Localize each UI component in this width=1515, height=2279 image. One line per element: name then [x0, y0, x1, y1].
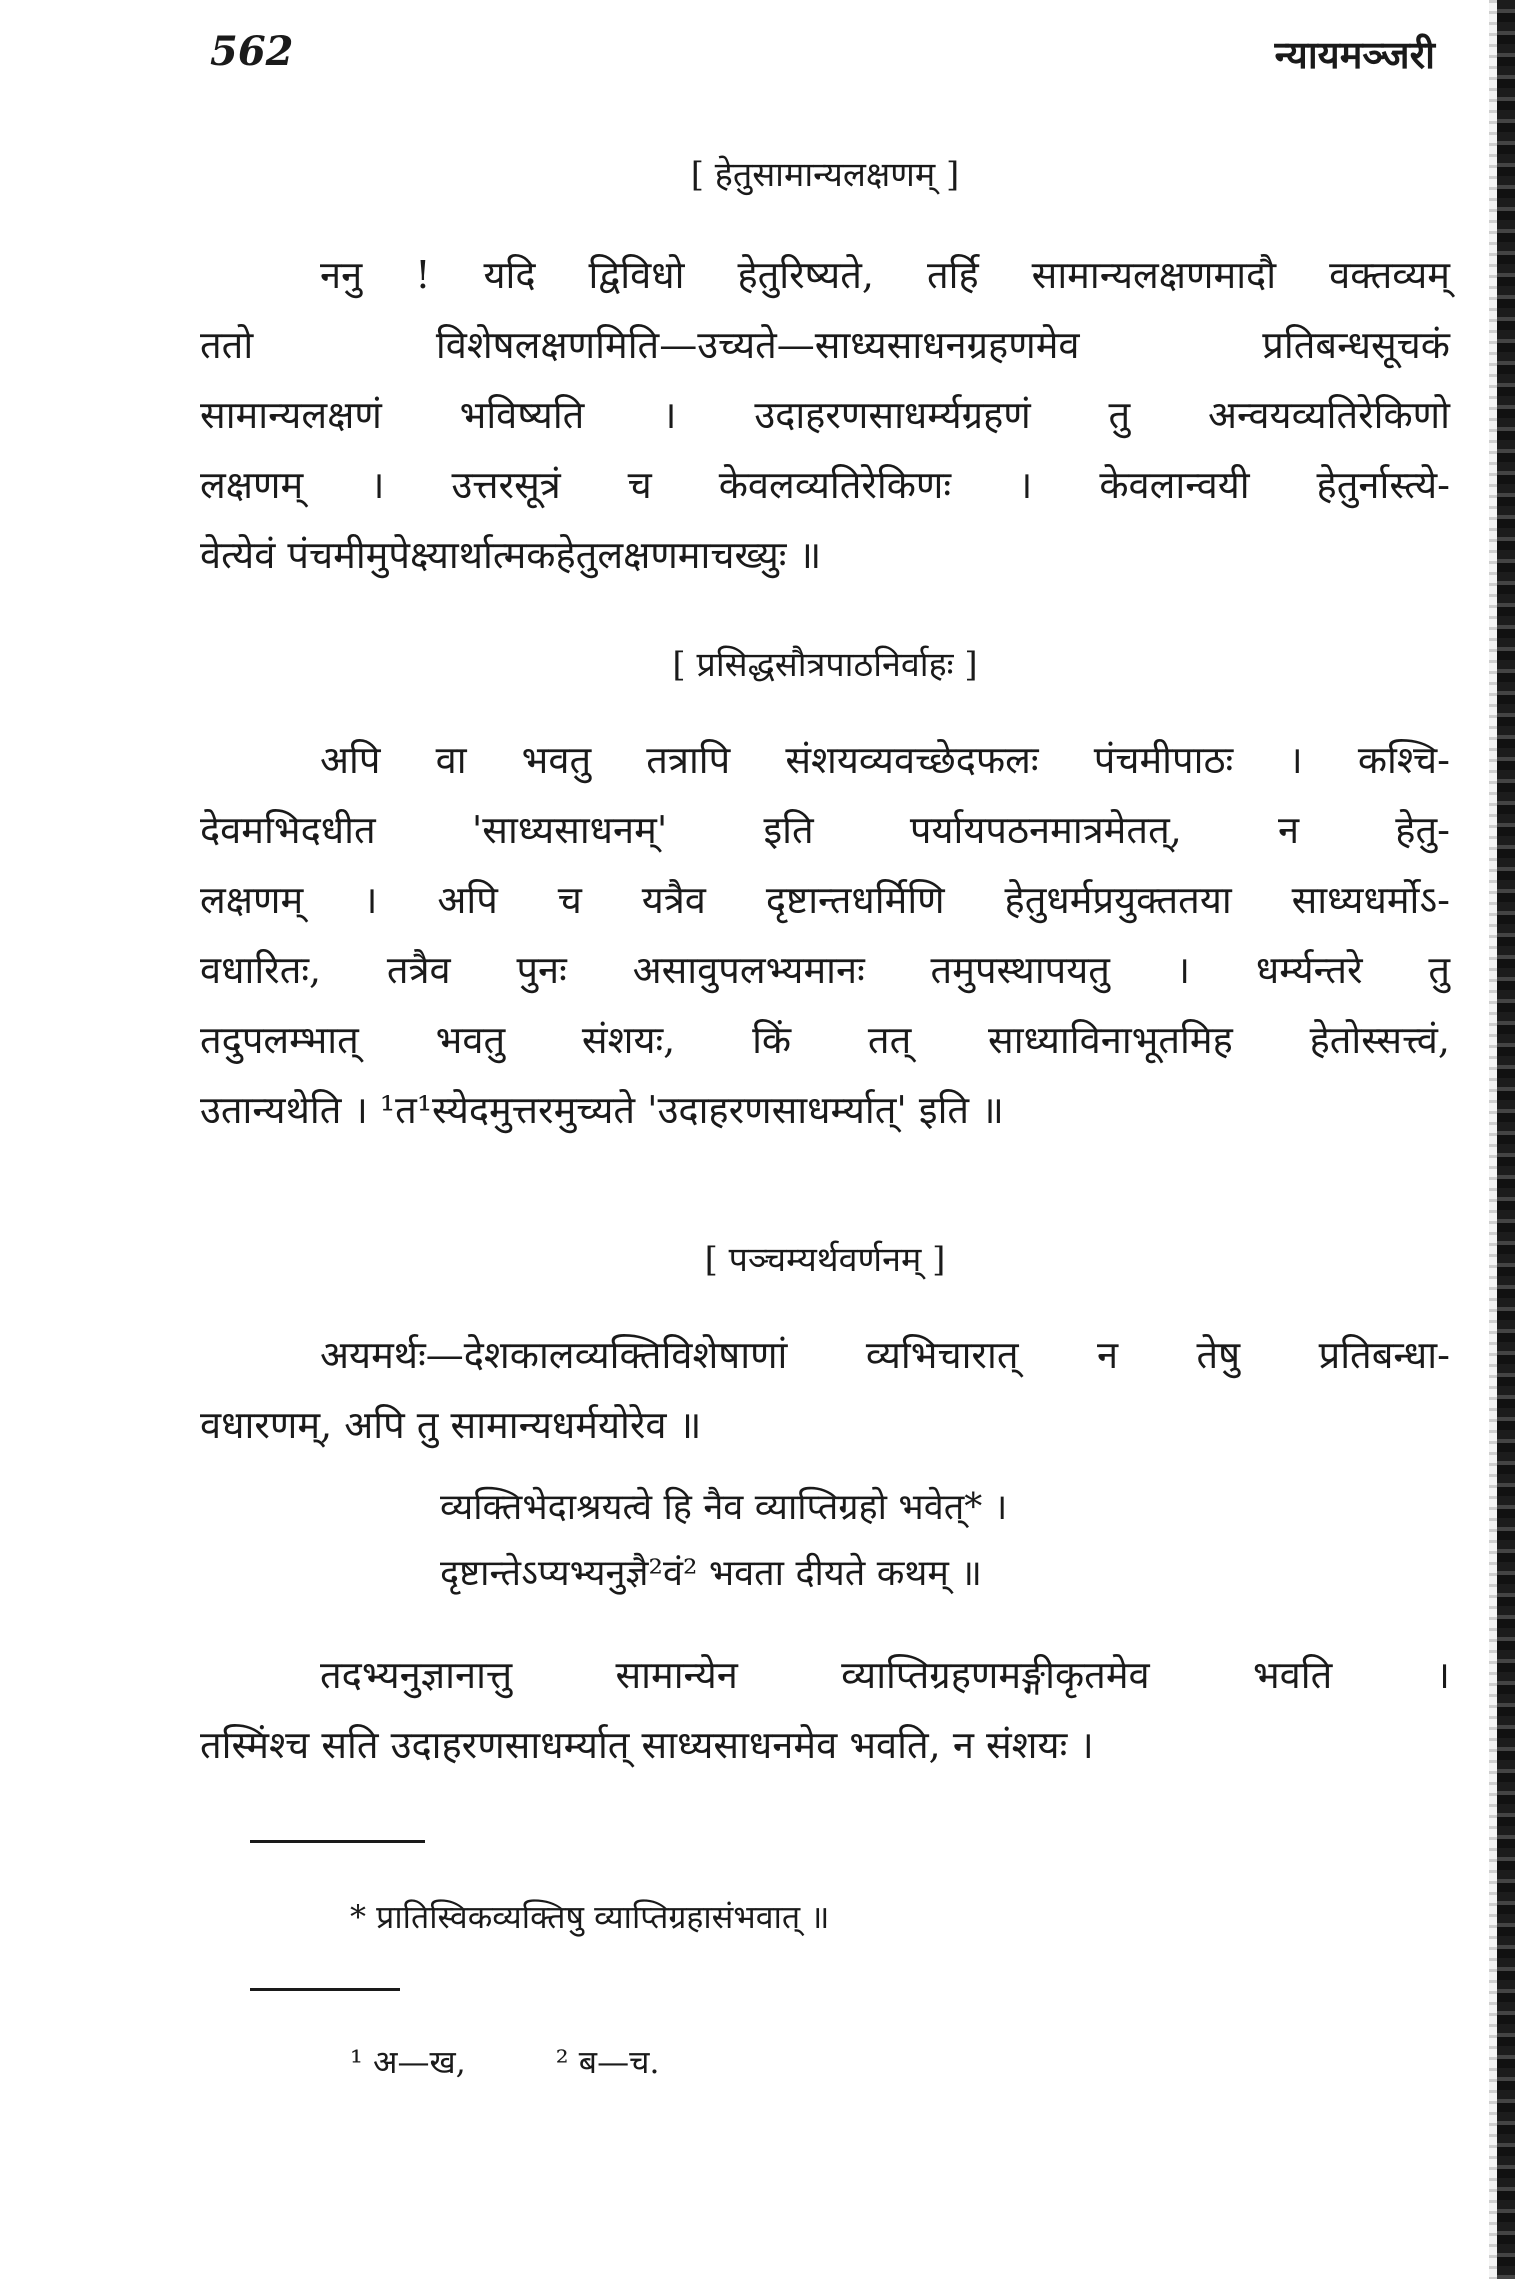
text-line: वेत्येवं पंचमीमुपेक्ष्यार्थात्मकहेतुलक्षणमाचख्युः ॥	[200, 533, 822, 577]
paragraph-2	[200, 725, 1450, 1145]
text-line: अपि वा भवतु तत्रापि संशयव्यवच्छेदफलः पंचमीपाठः । कश्चि-	[320, 738, 1450, 782]
text-line: वधारितः, तत्रैव पुनः असावुपलभ्यमानः तमुपस्थापयतु । धर्म्यन्तरे तु	[200, 948, 1450, 992]
text-line: ततो विशेषलक्षणमिति—उच्यते—साध्यसाधनग्रहणमेव प्रतिबन्धसूचकं	[200, 323, 1450, 367]
text-line: सामान्यलक्षणं भविष्यति । उदाहरणसाधर्म्यग्रहणं तु अन्वयव्यतिरेकिणो	[200, 393, 1450, 437]
text-line: लक्षणम् । अपि च यत्रैव दृष्टान्तधर्मिणि हेतुधर्मप्रयुक्ततया साध्यधर्मोऽ-	[200, 878, 1450, 922]
variant-readings	[350, 2040, 660, 2083]
section-heading-2: [ प्रसिद्धसौत्रपाठनिर्वाहः ]	[672, 645, 978, 685]
page-header	[210, 28, 1435, 98]
text-line: उतान्यथेति । ¹त¹स्येदमुत्तरमुच्यते 'उदाहरणसाधर्म्यात्' इति ॥	[200, 1088, 1004, 1132]
book-spine-edge	[1497, 0, 1515, 2279]
variant-rule	[250, 1988, 400, 1991]
text-line: तदभ्यनुज्ञानात्तु सामान्येन व्याप्तिग्रहणमङ्गीकृतमेव भवति ।	[320, 1653, 1450, 1697]
text-line: तस्मिंश्च सति उदाहरणसाधर्म्यात् साध्यसाधनमेव भवति, न संशयः ।	[200, 1723, 1094, 1767]
text-line: वधारणम्, अपि तु सामान्यधर्मयोरेव ॥	[200, 1403, 702, 1447]
text-line: ननु ! यदि द्विविधो हेतुरिष्यते, तर्हि सामान्यलक्षणमादौ वक्तव्यम्	[320, 253, 1450, 297]
text-line: अयमर्थः—देशकालव्यक्तिविशेषाणां व्यभिचारात् न तेषु प्रतिबन्धा-	[320, 1333, 1450, 1377]
verse-line: व्यक्तिभेदाश्रयत्वे हि नैव व्याप्तिग्रहो भवेत्* ।	[440, 1487, 1008, 1528]
paragraph-3	[200, 1320, 1450, 1460]
running-head: न्यायमञ्जरी	[1274, 32, 1435, 77]
section-heading-1: [ हेतुसामान्यलक्षणम् ]	[690, 155, 960, 195]
footnote-rule	[250, 1840, 425, 1843]
verse-line: दृष्टान्तेऽप्यभ्यनुज्ञै²वं² भवता दीयते कथम् ॥	[440, 1553, 982, 1594]
text-line: देवमभिदधीत 'साध्यसाधनम्' इति पर्यायपठनमात्रमेतत्, न हेतु-	[200, 808, 1450, 852]
paragraph-1	[200, 240, 1450, 590]
text-line: लक्षणम् । उत्तरसूत्रं च केवलव्यतिरेकिणः । केवलान्वयी हेतुर्नास्त्ये-	[200, 463, 1450, 507]
verse-block	[200, 1475, 1450, 1607]
page-edge-shadow	[1489, 0, 1497, 2279]
page-number: 562	[210, 28, 294, 75]
text-line: तदुपलम्भात् भवतु संशयः, किं तत् साध्याविनाभूतमिह हेतोस्सत्त्वं,	[200, 1018, 1450, 1062]
variant-reading: ² ब—च.	[555, 2043, 660, 2081]
footnote: * प्रातिस्विकव्यक्तिषु व्याप्तिग्रहासंभवात् ॥	[350, 1898, 830, 1936]
paragraph-4	[200, 1640, 1450, 1780]
section-heading-3: [ पञ्चम्यर्थवर्णनम् ]	[704, 1240, 946, 1280]
variant-reading: ¹ अ—ख,	[350, 2043, 466, 2081]
